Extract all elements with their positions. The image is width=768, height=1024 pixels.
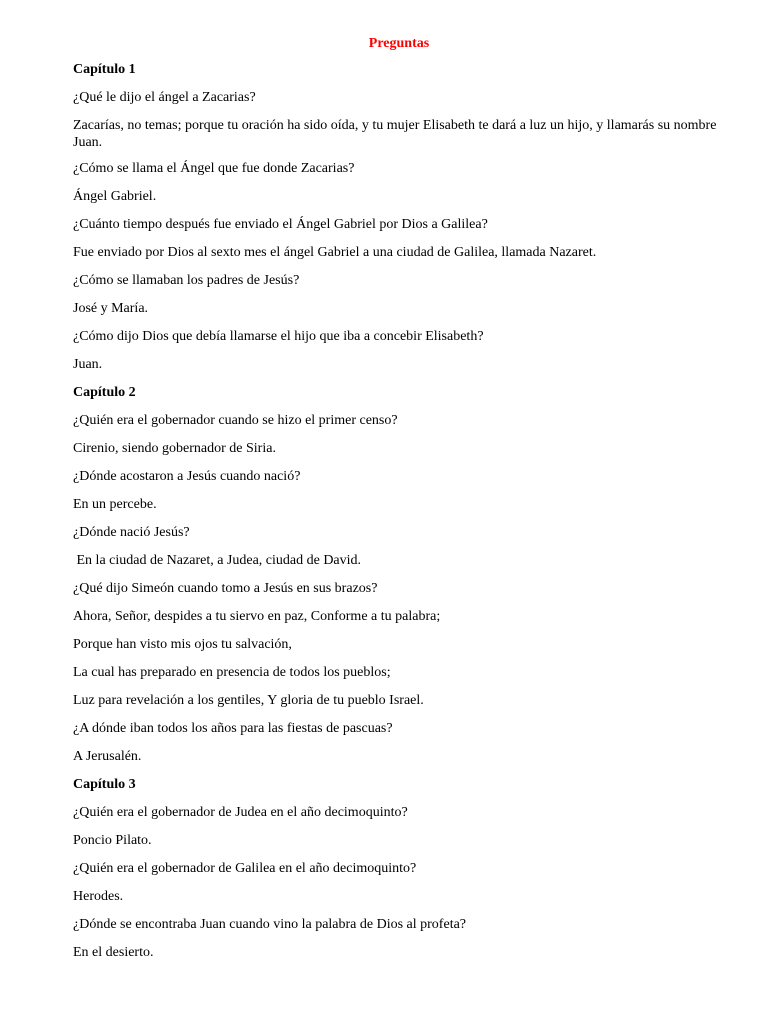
question-line: ¿Dónde se encontraba Juan cuando vino la palabra de Dios al profeta?: [73, 917, 467, 932]
answer-line: Ángel Gabriel.: [73, 189, 157, 204]
answer-line: En el desierto.: [73, 945, 154, 960]
question-line: ¿Quién era el gobernador de Judea en el año decimoquinto?: [73, 805, 408, 820]
chapter-heading: Capítulo 1: [73, 62, 136, 77]
answer-line: En la ciudad de Nazaret, a Judea, ciudad de David.: [73, 553, 362, 568]
question-line: ¿Dónde acostaron a Jesús cuando nació?: [73, 469, 301, 484]
chapter-heading: Capítulo 2: [73, 385, 136, 400]
document-body: [73, 61, 722, 961]
question-line: ¿Cómo dijo Dios que debía llamarse el hijo que iba a concebir Elisabeth?: [73, 329, 484, 344]
question-line: ¿Quién era el gobernador de Galilea en el año decimoquinto?: [73, 861, 417, 876]
question-line: ¿Qué le dijo el ángel a Zacarias?: [73, 90, 256, 105]
question-line: ¿Dónde nació Jesús?: [73, 525, 190, 540]
answer-line: Herodes.: [73, 889, 124, 904]
question-line: ¿Quién era el gobernador cuando se hizo el primer censo?: [73, 413, 398, 428]
document-title: Preguntas: [368, 36, 430, 51]
answer-line: Ahora, Señor, despides a tu siervo en paz, Conforme a tu palabra;: [73, 609, 441, 624]
question-line: ¿Cuánto tiempo después fue enviado el Ángel Gabriel por Dios a Galilea?: [73, 217, 488, 232]
answer-line: José y María.: [73, 301, 149, 316]
answer-line: Cirenio, siendo gobernador de Siria.: [73, 441, 276, 456]
answer-line: Juan.: [73, 357, 103, 372]
chapter-heading: Capítulo 3: [73, 777, 136, 792]
answer-line: La cual has preparado en presencia de todos los pueblos;: [73, 665, 391, 680]
question-line: ¿A dónde iban todos los años para las fiestas de pascuas?: [73, 721, 393, 736]
answer-line: Luz para revelación a los gentiles, Y gloria de tu pueblo Israel.: [73, 693, 424, 708]
answer-line: Poncio Pilato.: [73, 833, 152, 848]
answer-line: A Jerusalén.: [73, 749, 142, 764]
question-line: ¿Cómo se llama el Ángel que fue donde Zacarias?: [73, 161, 355, 176]
answer-line: Porque han visto mis ojos tu salvación,: [73, 637, 292, 652]
question-line: ¿Cómo se llamaban los padres de Jesús?: [73, 273, 300, 288]
answer-line: Fue enviado por Dios al sexto mes el ángel Gabriel a una ciudad de Galilea, llamada Nazaret.: [73, 245, 597, 260]
answer-line: Zacarías, no temas; porque tu oración ha sido oída, y tu mujer Elisabeth te dará a luz un hijo, y llamarás su nombre Juan.: [73, 118, 720, 150]
question-line: ¿Qué dijo Simeón cuando tomo a Jesús en sus brazos?: [73, 581, 378, 596]
answer-line: En un percebe.: [73, 497, 157, 512]
